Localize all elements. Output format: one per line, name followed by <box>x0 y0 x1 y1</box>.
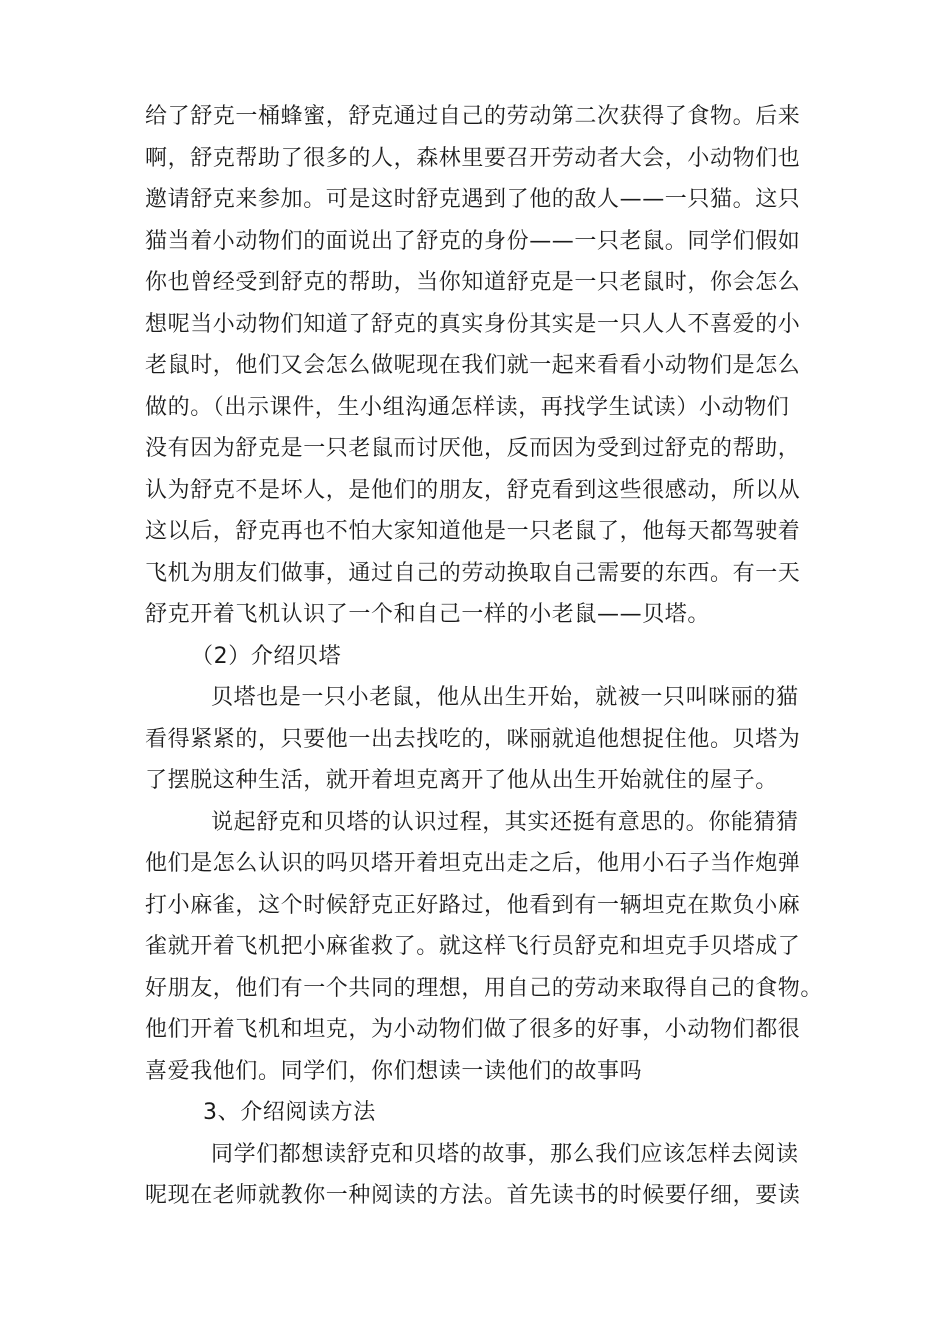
section-heading-reading-method: 3、介绍阅读方法 <box>203 1100 376 1125</box>
text-line: 了摆脱这种生活，就开着坦克离开了他从出生开始就住的屋子。 <box>145 768 778 793</box>
paragraph-first-line: 贝塔也是一只小老鼠，他从出生开始，就被一只叫咪丽的猫 <box>211 685 799 710</box>
document-body <box>145 96 824 1217</box>
text-line: 啊，舒克帮助了很多的人，森林里要召开劳动者大会，小动物们也 <box>145 145 801 171</box>
text-line: 舒克开着飞机认识了一个和自己一样的小老鼠——贝塔。 <box>145 602 711 627</box>
paragraph-first-line: 同学们都想读舒克和贝塔的故事，那么我们应该怎样去阅读 <box>211 1141 799 1167</box>
text-line: 没有因为舒克是一只老鼠而讨厌他，反而因为受到过舒克的帮助， <box>145 436 801 461</box>
text-line: 这以后，舒克再也不怕大家知道他是一只老鼠了，他每天都驾驶着 <box>145 519 801 544</box>
text-line: 给了舒克一桶蜂蜜，舒克通过自己的劳动第二次获得了食物。后来 <box>145 104 801 129</box>
text-line: 老鼠时，他们又会怎么做呢现在我们就一起来看看小动物们是怎么 <box>145 353 801 378</box>
text-line: 好朋友，他们有一个共同的理想，用自己的劳动来取得自己的食物。 <box>145 975 824 1001</box>
text-line: 雀就开着飞机把小麻雀救了。就这样飞行员舒克和坦克手贝塔成了 <box>145 934 801 959</box>
text-line: 飞机为朋友们做事，通过自己的劳动换取自己需要的东西。有一天 <box>145 560 801 586</box>
text-line: 猫当着小动物们的面说出了舒克的身份——一只老鼠。同学们假如 <box>145 228 801 254</box>
text-line: 他们开着飞机和坦克，为小动物们做了很多的好事，小动物们都很 <box>145 1017 801 1042</box>
text-line: 认为舒克不是坏人，是他们的朋友，舒克看到这些很感动，所以从 <box>145 477 801 503</box>
text-line: 想呢当小动物们知道了舒克的真实身份其实是一只人人不喜爱的小 <box>145 311 801 337</box>
text-line: 看得紧紧的，只要他一出去找吃的，咪丽就追他想捉住他。贝塔为 <box>145 726 801 752</box>
text-line: 他们是怎么认识的吗贝塔开着坦克出走之后，他用小石子当作炮弹 <box>145 851 801 876</box>
text-line: 做的。（出示课件，生小组沟通怎样读，再找学生试读）小动物们 <box>145 394 790 420</box>
text-line: 你也曾经受到舒克的帮助，当你知道舒克是一只老鼠时，你会怎么 <box>145 270 801 295</box>
text-line: 打小麻雀，这个时候舒克正好路过，他看到有一辆坦克在欺负小麻 <box>145 892 801 918</box>
subheading-introduce-beta: （2）介绍贝塔 <box>191 643 342 669</box>
text-line: 呢现在老师就教你一种阅读的方法。首先读书的时候要仔细，要读 <box>145 1183 801 1208</box>
text-line: 喜爱我他们。同学们，你们想读一读他们的故事吗 <box>145 1058 643 1084</box>
text-line: 邀请舒克来参加。可是这时舒克遇到了他的敌人——一只猫。这只 <box>145 187 801 212</box>
paragraph-first-line: 说起舒克和贝塔的认识过程，其实还挺有意思的。你能猜猜 <box>211 809 799 835</box>
